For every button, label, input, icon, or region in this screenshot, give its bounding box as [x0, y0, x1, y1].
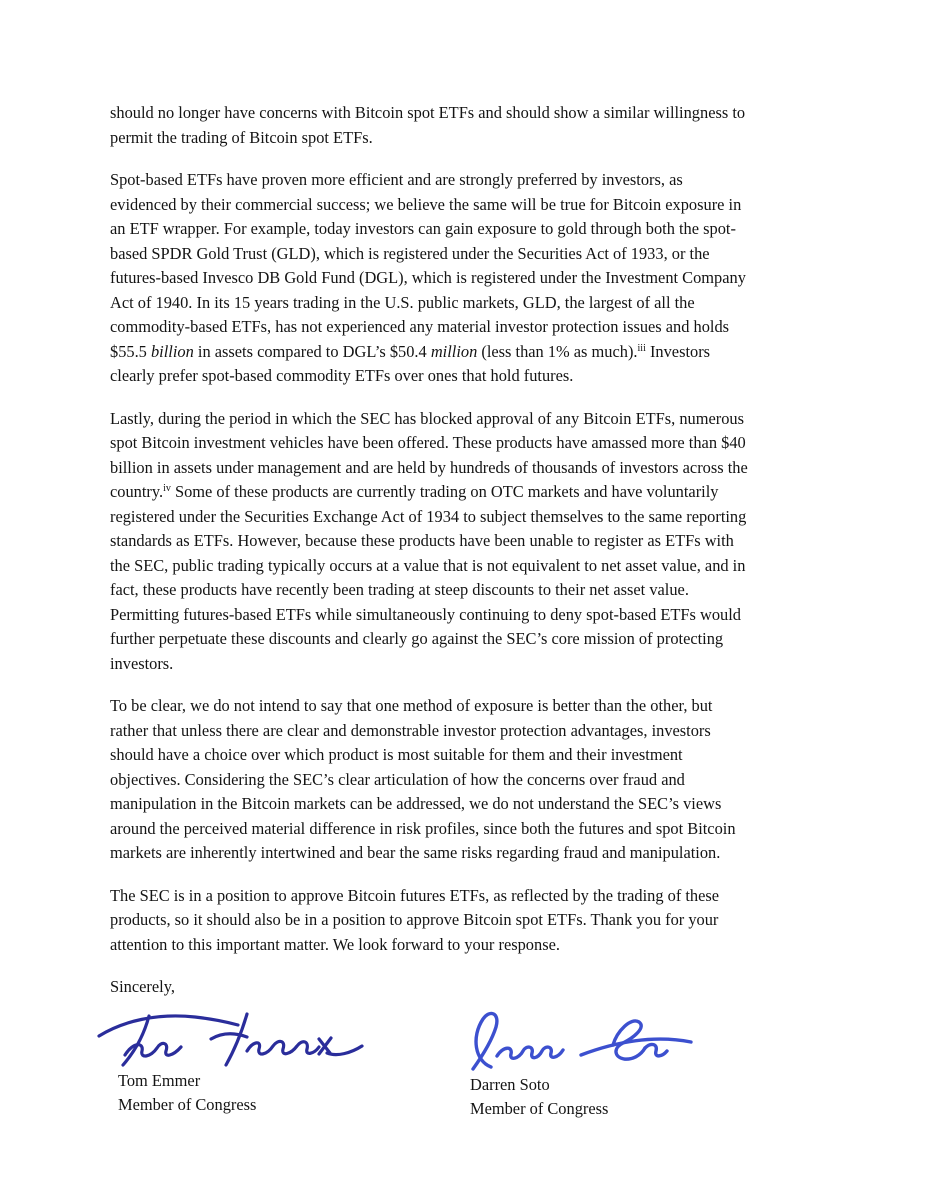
text-line	[110, 578, 822, 603]
text-segment: permit the trading of Bitcoin spot ETFs.	[110, 127, 373, 147]
text-segment: evidenced by their commercial success; we believe the same will be true for Bitcoin exposure in	[110, 194, 742, 214]
text-line	[110, 768, 822, 793]
text-segment: Act of 1940. In its 15 years trading in the U.S. public markets, GLD, the largest of all the	[110, 292, 695, 312]
text-line	[110, 719, 822, 744]
text-segment: spot Bitcoin investment vehicles have been offered. These products have amassed more than $40	[110, 433, 746, 452]
text-segment: country.	[110, 482, 164, 501]
text-segment: Permitting futures-based ETFs while simultaneously continuing to deny spot-based ETFs would	[110, 604, 741, 624]
text-line	[110, 456, 822, 481]
text-line	[110, 554, 822, 579]
text-segment: the SEC, public trading typically occurs at a value that is not equivalent to net asset value, and in	[110, 555, 746, 575]
text-segment: in assets compared to DGL’s $50.4	[193, 341, 431, 361]
signer-title: Member of Congress	[470, 1099, 609, 1118]
text-segment: To be clear, we do not intend to say that one method of exposure is better than the other, but	[110, 696, 713, 715]
text-line	[110, 743, 822, 768]
text-line	[110, 315, 822, 340]
darren-soto-signature-icon	[463, 1009, 693, 1073]
text-line	[110, 652, 822, 677]
text-line	[110, 933, 822, 958]
text-segment: standards as ETFs. However, because these products have been unable to register as ETFs with	[110, 531, 734, 550]
paragraph	[110, 407, 822, 677]
text-line	[110, 407, 822, 432]
text-line	[110, 792, 822, 817]
text-segment: markets are inherently intertwined and bear the same risks regarding fraud and manipulation.	[110, 843, 721, 862]
text-line	[110, 266, 822, 291]
tom-emmer-signature-ink	[99, 1014, 362, 1065]
paragraph	[110, 694, 822, 866]
letter-body	[110, 101, 822, 957]
text-line	[110, 529, 822, 554]
text-segment: (less than 1% as much).	[477, 341, 638, 361]
text-segment: further perpetuate these discounts and clearly go against the SEC’s core mission of protecting	[110, 629, 724, 648]
signer-name: Darren Soto	[470, 1074, 550, 1094]
text-segment: Spot-based ETFs have proven more efficient and are strongly preferred by investors, as	[110, 170, 683, 189]
tom-emmer-signature-icon	[95, 1009, 365, 1069]
text-segment: Lastly, during the period in which the SEC has blocked approval of any Bitcoin ETFs, numerous	[110, 408, 744, 428]
text-segment: The SEC is in a position to approve Bitcoin futures ETFs, as reflected by the trading of these	[110, 885, 720, 905]
text-line	[110, 431, 822, 456]
text-segment: Some of these products are currently trading on OTC markets and have voluntarily	[170, 482, 719, 501]
paragraph	[110, 168, 822, 389]
text-line	[110, 291, 822, 316]
text-line	[110, 627, 822, 652]
signer-title: Member of Congress	[118, 1095, 257, 1114]
closing-salutation: Sincerely,	[110, 977, 175, 996]
text-segment: futures-based Invesco DB Gold Fund (DGL), which is registered under the Investment Company	[110, 268, 746, 287]
text-segment: clearly prefer spot-based commodity ETFs over ones that hold futures.	[110, 366, 574, 385]
text-line	[110, 694, 822, 719]
text-segment: attention to this important matter. We look forward to your response.	[110, 934, 560, 954]
text-segment: $55.5	[110, 341, 151, 361]
text-line	[110, 340, 822, 365]
text-line	[110, 217, 822, 242]
signature-column-darren-soto	[463, 1009, 693, 1122]
text-segment: billion	[150, 341, 194, 361]
letter-content	[110, 101, 822, 1129]
text-segment: investors.	[110, 653, 174, 673]
text-segment: billion in assets under management and are held by hundreds of thousands of investors across the	[110, 457, 748, 477]
signature-block	[110, 1009, 822, 1129]
text-segment: commodity-based ETFs, has not experienced any material investor protection issues and holds	[110, 317, 730, 336]
text-line	[110, 817, 822, 842]
text-segment: rather that unless there are clear and demonstrable investor protection advantages, investors	[110, 720, 711, 740]
text-segment: registered under the Securities Exchange Act of 1934 to subject themselves to the same reporting	[110, 506, 747, 526]
text-segment: based SPDR Gold Trust (GLD), which is registered under the Securities Act of 1933, or the	[110, 243, 710, 263]
text-line	[110, 603, 822, 628]
paragraph	[110, 884, 822, 958]
text-segment: around the perceived material difference in risk profiles, since both the futures and spot Bitcoin	[110, 818, 736, 838]
paragraph	[110, 101, 822, 150]
text-line	[110, 101, 822, 126]
text-segment: objectives. Considering the SEC’s clear articulation of how the concerns over fraud and	[110, 769, 685, 789]
text-segment: million	[430, 341, 478, 361]
text-segment: should have a choice over which product is most suitable for them and their investment	[110, 745, 683, 764]
darren-soto-signature-ink	[473, 1013, 691, 1069]
text-line	[110, 884, 822, 909]
text-line	[110, 505, 822, 530]
text-line	[110, 168, 822, 193]
text-segment: fact, these products have recently been trading at steep discounts to their net asset value.	[110, 580, 689, 599]
text-line	[110, 480, 822, 505]
text-segment: products, so it should also be in a position to approve Bitcoin spot ETFs. Thank you for your	[110, 910, 719, 929]
text-line	[110, 126, 822, 151]
text-segment: an ETF wrapper. For example, today investors can gain exposure to gold through both the spot-	[110, 219, 736, 238]
signature-column-tom-emmer	[95, 1009, 365, 1118]
text-line	[110, 841, 822, 866]
text-line	[110, 908, 822, 933]
text-line	[110, 242, 822, 267]
text-segment: Investors	[645, 341, 711, 361]
footnote-reference: iv	[163, 483, 171, 494]
signer-name: Tom Emmer	[118, 1070, 201, 1090]
text-segment: should no longer have concerns with Bitcoin spot ETFs and should show a similar willingness to	[110, 103, 746, 122]
text-segment: manipulation in the Bitcoin markets can be addressed, we do not understand the SEC’s views	[110, 794, 722, 813]
text-line	[110, 364, 822, 389]
text-line	[110, 193, 822, 218]
footnote-reference: iii	[637, 342, 646, 354]
